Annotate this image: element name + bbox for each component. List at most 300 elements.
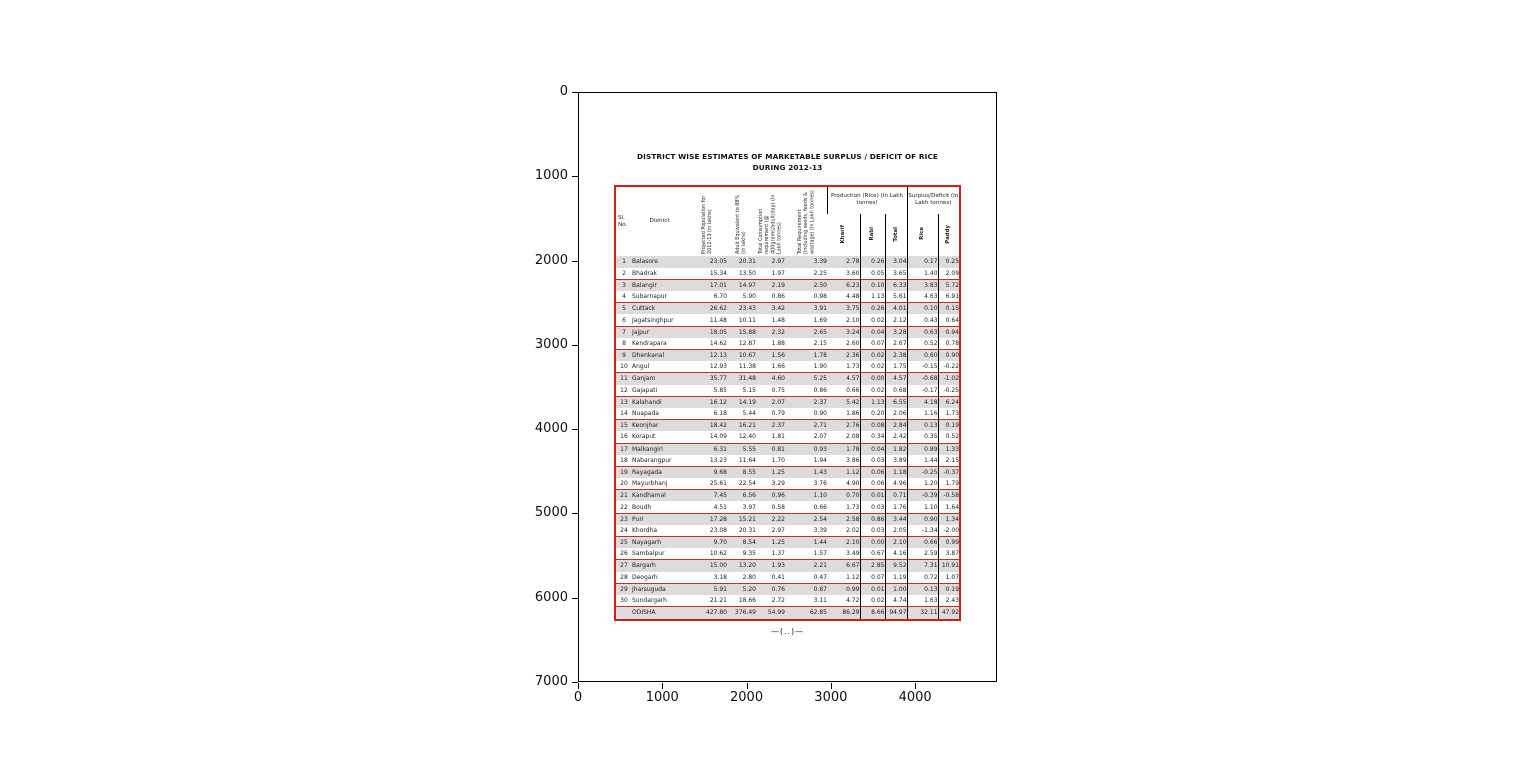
cell-surplus-paddy: 0.19	[938, 583, 960, 595]
cell-surplus-rice: 0.10	[907, 303, 938, 315]
cell-population: 17.01	[709, 281, 727, 289]
cell-rabi: 0.04	[860, 443, 885, 455]
cell-consumption: 1.88	[771, 339, 785, 347]
cell-sl-no: 26	[620, 550, 628, 558]
cell-kharif: 1.78	[846, 445, 860, 453]
cell-consumption: 0.58	[771, 503, 785, 511]
cell-kharif: 3.24	[846, 328, 860, 336]
cell-district: Boudh	[632, 503, 652, 511]
table-body	[615, 256, 960, 620]
cell-rabi: 0.02	[860, 350, 885, 362]
cell-district: Jagatsinghpur	[632, 316, 674, 324]
x-tick-label: 3000	[814, 690, 848, 705]
y-tick-mark	[572, 92, 578, 93]
cell-kharif: 1.73	[846, 363, 860, 371]
cell-surplus-paddy: 0.90	[938, 350, 960, 362]
cell-requirement: 0.93	[813, 445, 827, 453]
cell-district: Kandhamal	[632, 492, 666, 500]
cell-rabi: 0.02	[860, 361, 885, 373]
cell-surplus-rice: 0.13	[907, 583, 938, 595]
cell-adult-equivalent: 11.64	[738, 456, 756, 464]
cell-requirement: 0.66	[813, 503, 827, 511]
cell-surplus-rice: 7.31	[907, 560, 938, 572]
cell-population: 10.62	[709, 550, 727, 558]
cell-adult-equivalent: 13.50	[738, 269, 756, 277]
cell-sl-no: 29	[620, 585, 628, 593]
cell-population: 18.42	[709, 422, 727, 430]
cell-rabi: 8.66	[860, 607, 885, 620]
cell-district: Gajapati	[632, 386, 658, 394]
cell-requirement: 0.87	[813, 585, 827, 593]
cell-rabi: 0.00	[860, 373, 885, 385]
cell-district: Cuttack	[632, 305, 656, 313]
cell-rabi: 0.86	[860, 513, 885, 525]
cell-population: 25.61	[709, 480, 727, 488]
cell-population: 17.28	[709, 515, 727, 523]
cell-kharif: 1.73	[846, 503, 860, 511]
cell-rabi: 0.00	[860, 537, 885, 549]
cell-adult-equivalent: 5.44	[742, 410, 756, 418]
col-header-consumption: Total Consumption requirement (@ 400grams/adult/day) (In Lakh tonnes)	[758, 194, 783, 254]
cell-requirement: 2.37	[813, 398, 827, 406]
cell-total: 3.89	[885, 455, 907, 467]
x-tick-label: 0	[573, 690, 583, 705]
rice-surplus-table	[614, 185, 961, 621]
cell-kharif: 1.12	[846, 468, 860, 476]
cell-surplus-rice: -0.39	[907, 490, 938, 502]
cell-rabi: 0.34	[860, 431, 885, 443]
table-row	[615, 396, 960, 408]
cell-adult-equivalent: 22.54	[738, 480, 756, 488]
cell-consumption: 1.97	[771, 269, 785, 277]
cell-sl-no: 2	[622, 269, 626, 277]
cell-population: 18.05	[709, 328, 727, 336]
cell-population: 3.18	[713, 573, 727, 581]
col-header-kharif: Kharif	[839, 224, 846, 244]
cell-sl-no: 19	[620, 468, 628, 476]
cell-surplus-paddy: 10.91	[938, 560, 960, 572]
cell-adult-equivalent: 2.80	[742, 573, 756, 581]
cell-district: Sambalpur	[632, 550, 665, 558]
cell-sl-no: 23	[620, 515, 628, 523]
cell-sl-no: 1	[622, 258, 626, 266]
cell-consumption: 2.07	[771, 398, 785, 406]
cell-surplus-rice: 0.43	[907, 314, 938, 326]
cell-adult-equivalent: 23.43	[738, 305, 756, 313]
table-row	[615, 431, 960, 443]
cell-sl-no: 22	[620, 503, 628, 511]
table-row	[615, 455, 960, 467]
cell-consumption: 2.97	[771, 526, 785, 534]
cell-surplus-paddy: 0.19	[938, 420, 960, 432]
cell-sl-no: 10	[620, 363, 628, 371]
table-row	[615, 361, 960, 373]
cell-kharif: 3.60	[846, 269, 860, 277]
cell-sl-no: 7	[622, 328, 626, 336]
y-tick-label: 1000	[534, 168, 568, 184]
cell-requirement: 1.78	[813, 352, 827, 360]
cell-rabi: 0.03	[860, 501, 885, 513]
cell-adult-equivalent: 15.21	[738, 515, 756, 523]
cell-surplus-paddy: 2.09	[938, 268, 960, 280]
cell-surplus-rice: 0.52	[907, 338, 938, 350]
cell-surplus-rice: 1.20	[907, 478, 938, 490]
cell-kharif: 4.90	[846, 480, 860, 488]
cell-consumption: 0.75	[771, 386, 785, 394]
cell-population: 4.51	[713, 503, 727, 511]
cell-district: Jharsuguda	[632, 585, 666, 593]
cell-surplus-rice: 0.63	[907, 326, 938, 338]
cell-district: Malkangiri	[632, 445, 663, 453]
cell-kharif: 2.02	[846, 526, 860, 534]
cell-adult-equivalent: 6.56	[742, 492, 756, 500]
cell-sl-no: 30	[620, 597, 628, 605]
cell-surplus-paddy: -0.25	[938, 385, 960, 397]
cell-kharif: 4.72	[846, 597, 860, 605]
cell-consumption: 0.86	[771, 293, 785, 301]
cell-total: 1.00	[885, 583, 907, 595]
cell-surplus-rice: -0.15	[907, 361, 938, 373]
cell-surplus-rice: 0.13	[907, 420, 938, 432]
cell-adult-equivalent: 3.97	[742, 503, 756, 511]
cell-requirement: 3.39	[813, 526, 827, 534]
y-tick-mark	[572, 513, 578, 514]
col-header-total: Total	[885, 214, 907, 256]
y-tick-label: 5000	[534, 505, 568, 521]
cell-total: 6.33	[885, 279, 907, 291]
cell-population: 16.12	[709, 398, 727, 406]
cell-kharif: 2.60	[846, 339, 860, 347]
cell-surplus-paddy: -1.02	[938, 373, 960, 385]
cell-kharif: 1.86	[846, 410, 860, 418]
cell-kharif: 86.29	[842, 609, 860, 617]
x-tick-label: 2000	[730, 690, 764, 705]
table-row	[615, 548, 960, 560]
cell-surplus-paddy: -0.22	[938, 361, 960, 373]
cell-surplus-rice: 0.90	[907, 513, 938, 525]
cell-total: 1.82	[885, 443, 907, 455]
cell-surplus-paddy: 1.33	[938, 443, 960, 455]
cell-surplus-rice: -0.68	[907, 373, 938, 385]
table-row	[615, 350, 960, 362]
cell-requirement: 1.90	[813, 363, 827, 371]
cell-surplus-paddy: 1.34	[938, 513, 960, 525]
cell-total: 0.68	[885, 385, 907, 397]
cell-requirement: 0.90	[813, 410, 827, 418]
cell-rabi: 0.05	[860, 268, 885, 280]
cell-total: 1.76	[885, 501, 907, 513]
x-tick-mark	[915, 683, 916, 689]
cell-rabi: 0.07	[860, 572, 885, 584]
cell-population: 6.31	[713, 445, 727, 453]
y-tick-mark	[572, 345, 578, 346]
cell-adult-equivalent: 376.49	[735, 609, 756, 617]
cell-surplus-paddy: 0.25	[938, 256, 960, 268]
table-row	[615, 385, 960, 397]
y-tick-label: 2000	[534, 252, 568, 268]
cell-surplus-rice: 1.44	[907, 455, 938, 467]
cell-requirement: 0.98	[813, 293, 827, 301]
cell-surplus-paddy: 0.99	[938, 537, 960, 549]
cell-surplus-paddy: 47.92	[938, 607, 960, 620]
cell-total: 6.55	[885, 396, 907, 408]
cell-surplus-paddy: 6.91	[938, 291, 960, 303]
cell-rabi: 0.08	[860, 420, 885, 432]
x-tick-mark	[662, 683, 663, 689]
cell-requirement: 3.11	[813, 597, 827, 605]
cell-district: Dhenkanal	[632, 352, 665, 360]
cell-kharif: 6.67	[846, 562, 860, 570]
cell-consumption: 1.70	[771, 456, 785, 464]
cell-surplus-rice: 0.35	[907, 431, 938, 443]
cell-total: 2.42	[885, 431, 907, 443]
cell-rabi: 0.06	[860, 466, 885, 478]
cell-surplus-paddy: 5.72	[938, 279, 960, 291]
cell-consumption: 2.72	[771, 597, 785, 605]
cell-district: Koraput	[632, 433, 656, 441]
cell-adult-equivalent: 5.20	[742, 585, 756, 593]
col-header-adult-equivalent: Adult Equivalent to 88% (in lakhs)	[735, 194, 748, 254]
cell-surplus-rice: 0.17	[907, 256, 938, 268]
cell-requirement: 2.15	[813, 339, 827, 347]
cell-sl-no: 4	[622, 293, 626, 301]
table-row	[615, 560, 960, 572]
cell-sl-no: 13	[620, 398, 628, 406]
cell-surplus-paddy: 1.73	[938, 408, 960, 420]
cell-adult-equivalent: 15.88	[738, 328, 756, 336]
col-header-population: Projected Population for 2012-13 (in lakhs)	[700, 195, 713, 254]
cell-population: 5.85	[713, 386, 727, 394]
cell-total: 4.16	[885, 548, 907, 560]
cell-sl-no: 9	[622, 352, 626, 360]
cell-consumption: 1.37	[771, 550, 785, 558]
cell-consumption: 2.37	[771, 422, 785, 430]
cell-population: 6.70	[713, 293, 727, 301]
cell-total: 2.12	[885, 314, 907, 326]
cell-district: Sundargarh	[632, 597, 667, 605]
cell-district: Mayurbhanj	[632, 480, 668, 488]
table-row	[615, 478, 960, 490]
cell-consumption: 54.99	[767, 609, 785, 617]
cell-population: 12.93	[709, 363, 727, 371]
cell-rabi: 0.26	[860, 256, 885, 268]
cell-adult-equivalent: 20.31	[738, 258, 756, 266]
cell-adult-equivalent: 12.40	[738, 433, 756, 441]
table-row	[615, 256, 960, 268]
cell-requirement: 2.07	[813, 433, 827, 441]
table-row	[615, 279, 960, 291]
cell-population: 13.23	[709, 456, 727, 464]
cell-consumption: 0.41	[771, 573, 785, 581]
cell-consumption: 2.32	[771, 328, 785, 336]
cell-district: Jajpur	[632, 328, 650, 336]
cell-surplus-rice: 0.72	[907, 572, 938, 584]
cell-requirement: 0.86	[813, 386, 827, 394]
x-tick-label: 1000	[645, 690, 679, 705]
cell-population: 23.08	[709, 526, 727, 534]
cell-surplus-rice: -0.17	[907, 385, 938, 397]
cell-kharif: 0.66	[846, 386, 860, 394]
cell-adult-equivalent: 5.90	[742, 293, 756, 301]
cell-total: 3.04	[885, 256, 907, 268]
cell-population: 35.77	[709, 375, 727, 383]
table-row	[615, 291, 960, 303]
cell-surplus-paddy: 0.94	[938, 326, 960, 338]
cell-surplus-rice: 1.10	[907, 501, 938, 513]
cell-surplus-rice: 32.11	[907, 607, 938, 620]
cell-district: Nayagarh	[632, 539, 662, 547]
cell-adult-equivalent: 5.55	[742, 445, 756, 453]
cell-surplus-paddy: 6.24	[938, 396, 960, 408]
cell-consumption: 2.22	[771, 515, 785, 523]
cell-total: 2.06	[885, 408, 907, 420]
table-row	[615, 537, 960, 549]
cell-consumption: 2.97	[771, 258, 785, 266]
cell-surplus-paddy: 0.64	[938, 314, 960, 326]
cell-kharif: 6.23	[846, 281, 860, 289]
cell-rabi: 0.02	[860, 385, 885, 397]
cell-kharif: 0.99	[846, 585, 860, 593]
cell-requirement: 1.43	[813, 468, 827, 476]
cell-total: 4.57	[885, 373, 907, 385]
cell-kharif: 2.36	[846, 352, 860, 360]
cell-total: 4.96	[885, 478, 907, 490]
table-row	[615, 490, 960, 502]
cell-surplus-rice: 2.59	[907, 548, 938, 560]
cell-rabi: 0.01	[860, 583, 885, 595]
cell-district: Bargarh	[632, 562, 656, 570]
cell-kharif: 2.76	[846, 422, 860, 430]
cell-consumption: 2.19	[771, 281, 785, 289]
cell-kharif: 3.86	[846, 456, 860, 464]
col-header-district: District	[649, 218, 670, 225]
cell-surplus-rice: -1.34	[907, 525, 938, 537]
cell-population: 21.21	[709, 597, 727, 605]
cell-surplus-rice: 1.40	[907, 268, 938, 280]
cell-kharif: 3.49	[846, 550, 860, 558]
cell-sl-no	[615, 607, 632, 620]
cell-rabi: 0.02	[860, 595, 885, 607]
cell-adult-equivalent: 11.38	[738, 363, 756, 371]
cell-sl-no: 16	[620, 433, 628, 441]
cell-requirement: 2.54	[813, 515, 827, 523]
cell-district: Keonjhar	[632, 422, 659, 430]
cell-kharif: 2.58	[846, 515, 860, 523]
cell-total: 3.44	[885, 513, 907, 525]
cell-total: 3.65	[885, 268, 907, 280]
cell-total: 2.38	[885, 350, 907, 362]
table-row	[615, 314, 960, 326]
cell-surplus-rice: 3.83	[907, 279, 938, 291]
cell-surplus-rice: 4.18	[907, 396, 938, 408]
cell-requirement: 2.25	[813, 269, 827, 277]
cell-requirement: 2.50	[813, 281, 827, 289]
cell-district: ODISHA	[632, 609, 656, 617]
cell-district: Khordha	[632, 526, 658, 534]
table-row	[615, 501, 960, 513]
cell-adult-equivalent: 13.20	[738, 562, 756, 570]
cell-sl-no: 17	[620, 445, 628, 453]
cell-population: 9.70	[713, 539, 727, 547]
x-tick-mark	[578, 683, 579, 689]
cell-surplus-paddy: 2.15	[938, 455, 960, 467]
y-tick-mark	[572, 261, 578, 262]
cell-kharif: 4.57	[846, 375, 860, 383]
cell-kharif: 4.48	[846, 293, 860, 301]
cell-sl-no: 20	[620, 480, 628, 488]
cell-population: 5.91	[713, 585, 727, 593]
cell-population: 427.80	[706, 609, 727, 617]
cell-district: Bhadrak	[632, 269, 658, 277]
table-row	[615, 326, 960, 338]
y-tick-label: 4000	[534, 421, 568, 437]
cell-surplus-rice: 0.89	[907, 443, 938, 455]
cell-sl-no: 3	[622, 281, 626, 289]
cell-adult-equivalent: 31.48	[738, 375, 756, 383]
cell-sl-no: 25	[620, 539, 628, 547]
cell-district: Kendrapara	[632, 339, 667, 347]
table-row	[615, 466, 960, 478]
cell-sl-no: 8	[622, 339, 626, 347]
cell-consumption: 3.29	[771, 480, 785, 488]
cell-sl-no: 12	[620, 386, 628, 394]
cell-requirement: 3.39	[813, 258, 827, 266]
cell-requirement: 0.47	[813, 573, 827, 581]
col-group-production: Production (Rice) (In Lakh tonnes)	[827, 186, 907, 214]
cell-consumption: 1.25	[771, 468, 785, 476]
y-tick-mark	[572, 176, 578, 177]
cell-requirement: 1.69	[813, 316, 827, 324]
cell-total: 4.01	[885, 303, 907, 315]
cell-requirement: 2.65	[813, 328, 827, 336]
cell-kharif: 2.10	[846, 316, 860, 324]
cell-consumption: 1.81	[771, 433, 785, 441]
table-row	[615, 583, 960, 595]
cell-rabi: 0.06	[860, 478, 885, 490]
document-title-line1: DISTRICT WISE ESTIMATES OF MARKETABLE SURPLUS / DEFICIT OF RICE	[637, 152, 938, 161]
cell-surplus-paddy: -0.37	[938, 466, 960, 478]
cell-rabi: 1.13	[860, 291, 885, 303]
x-tick-mark	[831, 683, 832, 689]
cell-rabi: 0.03	[860, 525, 885, 537]
cell-requirement: 5.25	[813, 375, 827, 383]
table-row	[615, 338, 960, 350]
table-row	[615, 303, 960, 315]
cell-total: 1.19	[885, 572, 907, 584]
cell-kharif: 5.42	[846, 398, 860, 406]
cell-rabi: 1.13	[860, 396, 885, 408]
cell-surplus-paddy: 1.64	[938, 501, 960, 513]
y-tick-label: 3000	[534, 336, 568, 352]
cell-district: Deogarh	[632, 573, 658, 581]
cell-adult-equivalent: 10.11	[738, 316, 756, 324]
cell-surplus-rice: -0.25	[907, 466, 938, 478]
cell-kharif: 1.12	[846, 573, 860, 581]
cell-total: 0.71	[885, 490, 907, 502]
table-row	[615, 268, 960, 280]
cell-population: 11.48	[709, 316, 727, 324]
cell-total: 3.28	[885, 326, 907, 338]
cell-adult-equivalent: 8.55	[742, 468, 756, 476]
x-tick-mark	[747, 683, 748, 689]
cell-sl-no: 14	[620, 410, 628, 418]
document-title-line2: DURING 2012-13	[752, 162, 823, 172]
cell-district: Balasore	[632, 258, 658, 266]
cell-surplus-paddy: 1.79	[938, 478, 960, 490]
cell-sl-no: 28	[620, 573, 628, 581]
cell-district: Rayagada	[632, 468, 662, 476]
table-row	[615, 525, 960, 537]
